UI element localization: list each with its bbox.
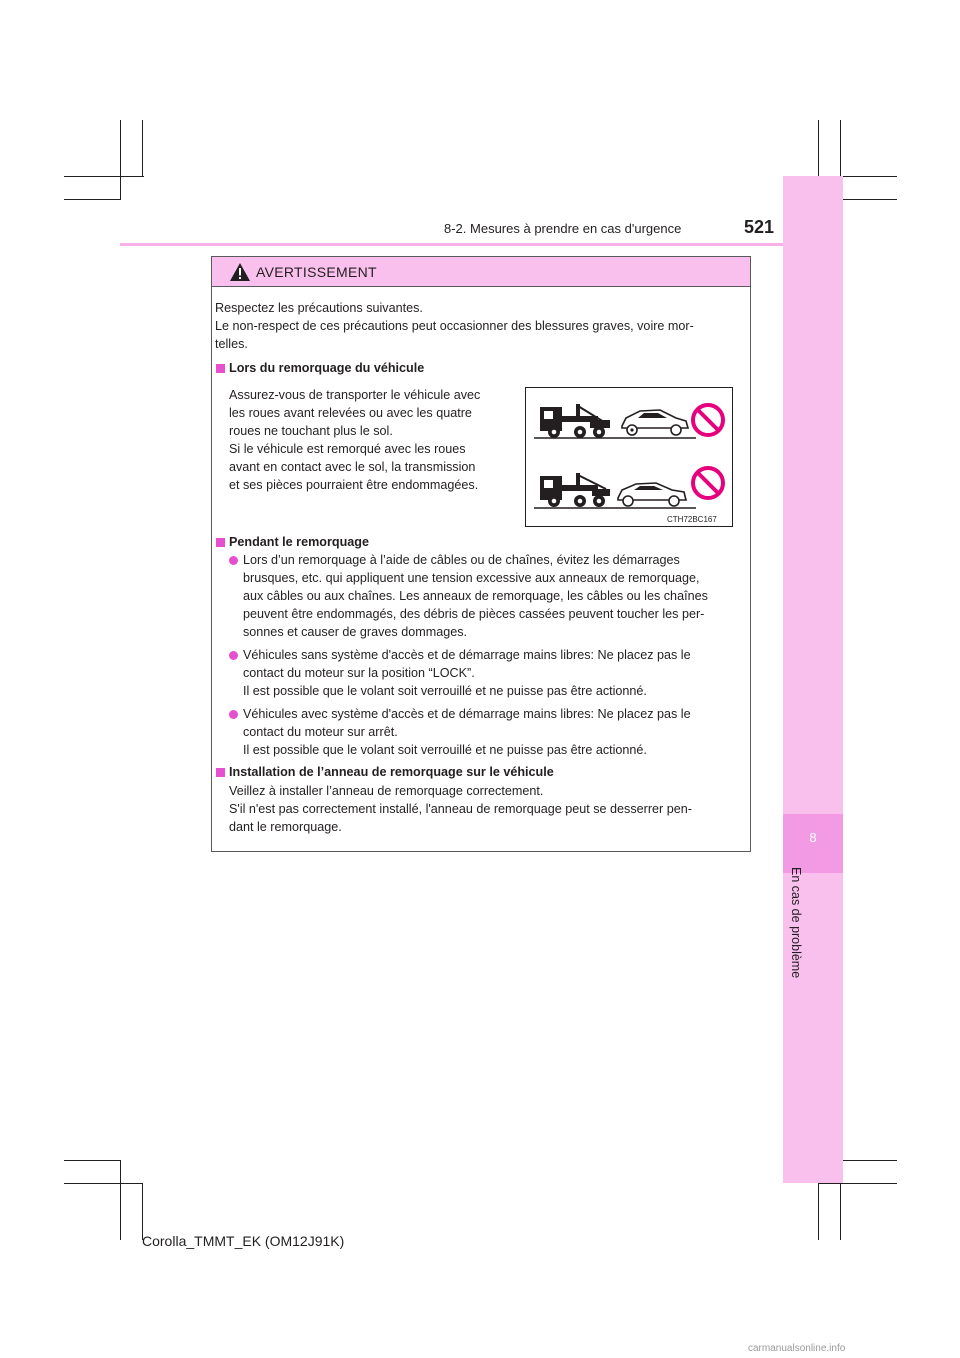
page-number: 521 — [744, 217, 775, 237]
round-bullet — [229, 710, 238, 719]
section-square-bullet — [216, 768, 225, 777]
section-square-bullet — [216, 364, 225, 373]
intro-line: telles. — [215, 337, 248, 351]
body-line: et ses pièces pourraient être endommagées. — [229, 478, 479, 492]
chapter-side-strip — [783, 176, 843, 1183]
section-heading: Lors du remorquage du véhicule — [229, 361, 425, 375]
towed-car-icon — [618, 483, 686, 506]
body-line: brusques, etc. qui appliquent une tension excessive aux anneaux de remorquage, — [243, 571, 700, 585]
body-line: Véhicules sans système d'accès et de démarrage mains libres: Ne placez pas le — [243, 648, 691, 662]
figure-code: CTH72BC167 — [667, 515, 717, 524]
section-heading: Installation de l’anneau de remorquage sur le véhicule — [229, 765, 554, 779]
towed-car-icon — [622, 410, 688, 435]
chapter-title: En cas de problème — [789, 867, 803, 979]
body-line: Assurez-vous de transporter le véhicule avec — [229, 388, 481, 402]
warning-header — [212, 257, 750, 287]
chapter-number: 8 — [809, 830, 817, 845]
intro-line: Le non-respect de ces précautions peut occasionner des blessures graves, voire mor- — [215, 319, 694, 333]
document-id: Corolla_TMMT_EK (OM12J91K) — [142, 1233, 345, 1249]
prohibited-icon — [693, 468, 723, 498]
body-line: les roues avant relevées ou avec les quatre — [229, 406, 472, 420]
body-line: Si le véhicule est remorqué avec les roues — [229, 442, 466, 456]
header-rule — [120, 243, 783, 246]
body-line: contact du moteur sur la position “LOCK”. — [243, 666, 475, 680]
section-square-bullet — [216, 538, 225, 547]
body-line: peuvent être endommagés, des débris de pièces cassées peuvent toucher les per- — [243, 607, 705, 621]
round-bullet — [229, 556, 238, 565]
body-line: Il est possible que le volant soit verrouillé et ne puisse pas être actionné. — [243, 743, 647, 757]
section-heading: Pendant le remorquage — [229, 535, 369, 549]
body-line: Veillez à installer l’anneau de remorquage correctement. — [229, 784, 544, 798]
warning-triangle-icon — [229, 262, 251, 282]
body-line: roues ne touchant plus le sol. — [229, 424, 393, 438]
body-line: dant le remorquage. — [229, 820, 342, 834]
body-line: avant en contact avec le sol, la transmission — [229, 460, 476, 474]
body-line: contact du moteur sur arrêt. — [243, 725, 398, 739]
body-line: aux câbles ou aux chaînes. Les anneaux de remorquage, les câbles ou les chaînes — [243, 589, 708, 603]
body-line: S'il n'est pas correctement installé, l'anneau de remorquage peut se desserrer pen- — [229, 802, 692, 816]
towing-illustration — [525, 387, 733, 527]
watermark: carmanualsonline.info — [748, 1343, 846, 1354]
body-line: Véhicules avec système d'accès et de démarrage mains libres: Ne placez pas le — [243, 707, 691, 721]
chapter-title-wrap — [776, 867, 816, 1000]
round-bullet — [229, 651, 238, 660]
warning-title: AVERTISSEMENT — [256, 264, 377, 280]
section-title: 8-2. Mesures à prendre en cas d'urgence — [444, 221, 682, 236]
body-line: Lors d’un remorquage à l’aide de câbles ou de chaînes, évitez les démarrages — [243, 553, 680, 567]
body-line: Il est possible que le volant soit verrouillé et ne puisse pas être actionné. — [243, 684, 647, 698]
tow-truck-icon — [540, 473, 610, 507]
tow-truck-icon — [540, 404, 610, 438]
prohibited-icon — [693, 405, 723, 435]
intro-line: Respectez les précautions suivantes. — [215, 301, 423, 315]
body-line: sonnes et causer de graves dommages. — [243, 625, 468, 639]
towing-drawing — [526, 388, 732, 514]
